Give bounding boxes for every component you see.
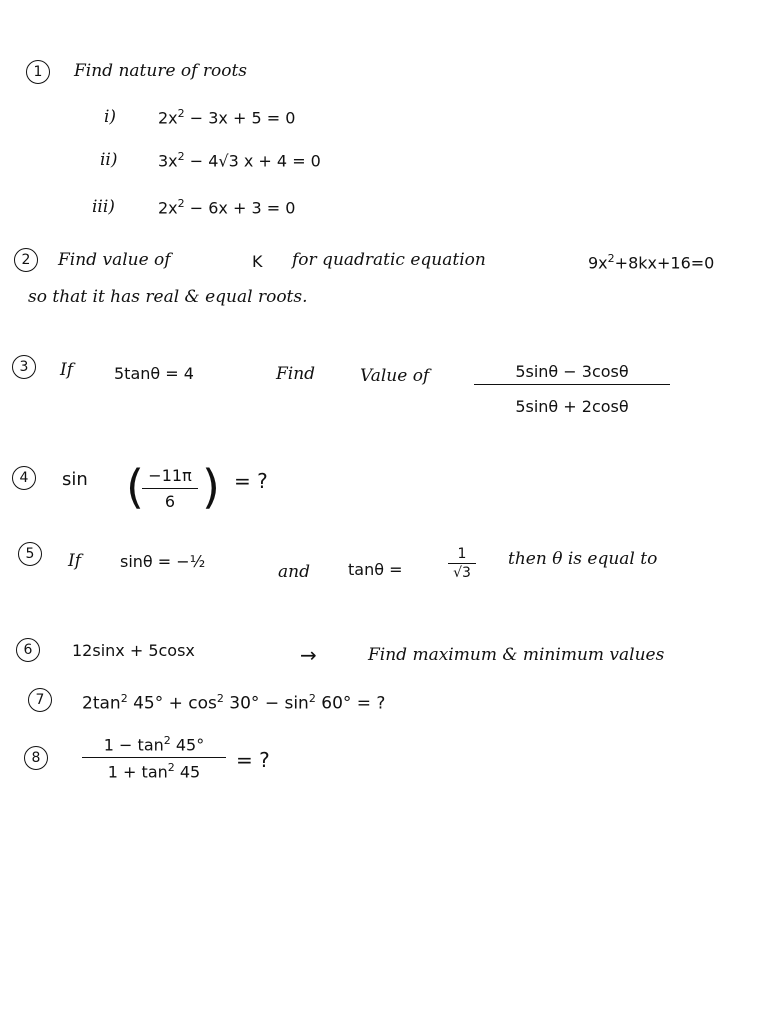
q2-text-1b: for quadratic equation [292, 250, 486, 270]
q1-part-1-label: i) [104, 107, 117, 127]
q2-text-1: Find value of [58, 250, 171, 270]
q8-fraction-bar [82, 757, 226, 758]
question-number-8: 8 [24, 746, 48, 770]
q1-part-3-label: iii) [92, 197, 115, 217]
q2-k: K [252, 252, 263, 271]
q2-equation: $9x^2+8kx+16=0$ [588, 252, 715, 273]
q3-denominator: 5sinθ + 2cosθ [515, 397, 629, 416]
q8-denominator: $1 + \tan^2 45$ [107, 761, 201, 782]
q3-fraction-bar [474, 384, 670, 385]
q7-expression: $2\tan^2$ $45^\circ + \cos^2 30^\circ - \sin^2 60^\circ$ = ? [82, 692, 386, 714]
question-number-5: 5 [18, 542, 42, 566]
q1-part-2-label: ii) [100, 150, 118, 170]
q5-frac-numerator: 1 [457, 546, 467, 562]
q3-find: Find [276, 364, 316, 384]
q4-left-paren: ( [126, 460, 144, 514]
question-number-6: 6 [16, 638, 40, 662]
q4-denominator: 6 [164, 492, 176, 511]
q6-arrow: → [300, 643, 317, 667]
q5-given-1: sinθ = −½ [120, 552, 206, 571]
q8-fraction [82, 734, 226, 782]
q5-and: and [278, 562, 310, 582]
q8-rhs: = ? [236, 748, 270, 772]
q4-right-paren: ) [202, 460, 220, 514]
q1-part-3-equation: $2x^2 - 6x + 3 = 0$ [158, 197, 296, 218]
q6-task: Find maximum & minimum values [368, 645, 665, 665]
q3-if: If [60, 360, 74, 380]
q1-part-1-equation: $2x^2 - 3x + 5 = 0$ [158, 107, 296, 128]
q4-func: sin [62, 469, 88, 490]
question-number-3: 3 [12, 355, 36, 379]
q3-value-of: Value of [360, 366, 430, 386]
question-number-2: 2 [14, 248, 38, 272]
q5-fraction [448, 546, 476, 581]
q5-fraction-bar [448, 563, 476, 564]
q5-if: If [68, 551, 82, 571]
q3-given: 5tanθ = 4 [114, 364, 194, 383]
q5-frac-denominator: √3 [453, 565, 471, 581]
q2-text-2: so that it has real & equal roots. [28, 287, 308, 307]
q5-given-2: tanθ = [348, 560, 403, 579]
q3-fraction [474, 362, 670, 416]
q1-title: Find nature of roots [74, 61, 248, 81]
q4-numerator: −11π [148, 466, 192, 485]
q5-tail: then θ is equal to [508, 549, 658, 569]
q1-part-2-equation: $3x^2 - 4√3$ x + 4 = 0 [158, 150, 321, 171]
q4-rhs: = ? [234, 469, 268, 493]
question-number-4: 4 [12, 466, 36, 490]
question-number-7: 7 [28, 688, 52, 712]
question-number-1: 1 [26, 60, 50, 84]
q4-fraction [142, 466, 198, 511]
q3-numerator: 5sinθ − 3cosθ [515, 362, 629, 381]
q6-expression: 12sinx + 5cosx [72, 641, 195, 660]
q4-fraction-bar [142, 488, 198, 489]
q8-numerator: $1 - \tan^2 45^\circ$ [103, 734, 205, 755]
